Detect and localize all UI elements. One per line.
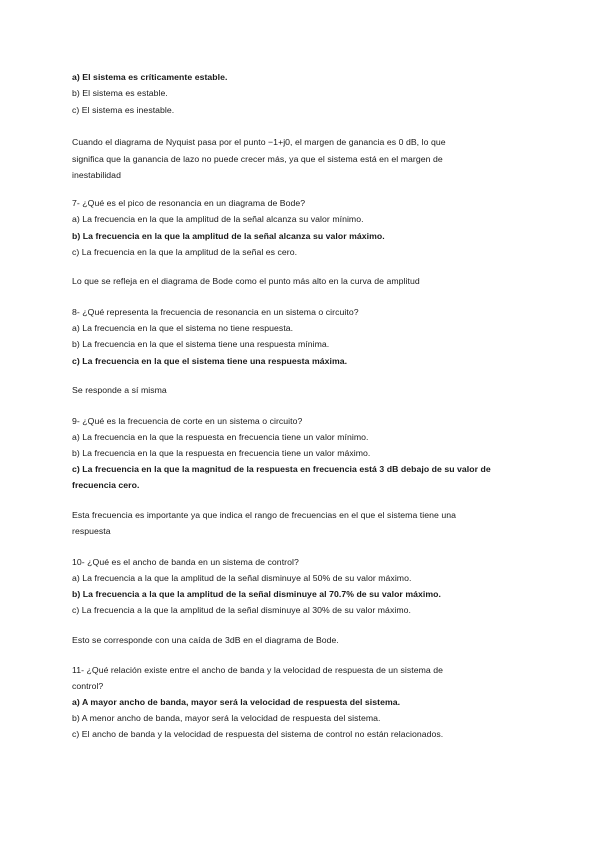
q7-explanation: Lo que se refleja en el diagrama de Bode como el punto más alto en la curva de amplitud: [72, 276, 420, 286]
q10-question: 10- ¿Qué es el ancho de banda en un sistema de control?: [72, 557, 299, 567]
q6-explanation-line: significa que la ganancia de lazo no puede crecer más, ya que el sistema está en el margen de: [72, 154, 443, 164]
q9-explanation-line: Esta frecuencia es importante ya que indica el rango de frecuencias en el que el sistema tiene una: [72, 510, 457, 520]
q11-question: 11- ¿Qué relación existe entre el ancho de banda y la velocidad de respuesta de un sistema de: [72, 665, 444, 675]
q8-question: 8- ¿Qué representa la frecuencia de resonancia en un sistema o circuito?: [72, 307, 359, 317]
q10-option-b: b) La frecuencia a la que la amplitud de la señal disminuye al 70.7% de su valor máximo.: [72, 589, 441, 599]
q7-question: 7- ¿Qué es el pico de resonancia en un diagrama de Bode?: [72, 198, 306, 208]
q10-explanation: Esto se corresponde con una caída de 3dB en el diagrama de Bode.: [72, 635, 339, 645]
q9-option-b: b) La frecuencia en la que la respuesta en frecuencia tiene un valor máximo.: [72, 448, 371, 458]
q6-explanation-line: inestabilidad: [72, 170, 121, 180]
q10-option-a: a) La frecuencia a la que la amplitud de la señal disminuye al 50% de su valor máximo.: [72, 573, 412, 583]
q6-option-c: c) El sistema es inestable.: [72, 105, 175, 115]
q6-option-a: a) El sistema es críticamente estable.: [72, 72, 228, 82]
q7-option-a: a) La frecuencia en la que la amplitud de la señal alcanza su valor mínimo.: [72, 214, 364, 224]
q11-option-a: a) A mayor ancho de banda, mayor será la velocidad de respuesta del sistema.: [72, 697, 401, 707]
q7-option-b: b) La frecuencia en la que la amplitud de la señal alcanza su valor máximo.: [72, 231, 385, 241]
q9-question: 9- ¿Qué es la frecuencia de corte en un sistema o circuito?: [72, 416, 303, 426]
q9-option-a: a) La frecuencia en la que la respuesta en frecuencia tiene un valor mínimo.: [72, 432, 369, 442]
q11-question-continued: control?: [72, 681, 104, 691]
q6-explanation-line: Cuando el diagrama de Nyquist pasa por el punto −1+j0, el margen de ganancia es 0 dB, lo que: [72, 137, 446, 147]
q6-option-b: b) El sistema es estable.: [72, 88, 168, 98]
q11-option-b: b) A menor ancho de banda, mayor será la velocidad de respuesta del sistema.: [72, 713, 381, 723]
q8-option-c: c) La frecuencia en la que el sistema tiene una respuesta máxima.: [72, 356, 348, 366]
q11-option-c: c) El ancho de banda y la velocidad de respuesta del sistema de control no están relacionados.: [72, 729, 444, 739]
q9-explanation-line: respuesta: [72, 526, 111, 536]
q10-option-c: c) La frecuencia a la que la amplitud de la señal disminuye al 30% de su valor máximo.: [72, 605, 411, 615]
q7-option-c: c) La frecuencia en la que la amplitud de la señal es cero.: [72, 247, 298, 257]
q8-option-a: a) La frecuencia en la que el sistema no tiene respuesta.: [72, 323, 294, 333]
q8-explanation: Se responde a sí misma: [72, 385, 167, 395]
q9-option-c: c) La frecuencia en la que la magnitud de la respuesta en frecuencia está 3 dB debajo de su valor de: [72, 464, 491, 474]
q9-option-c-continued: frecuencia cero.: [72, 480, 140, 490]
q8-option-b: b) La frecuencia en la que el sistema tiene una respuesta mínima.: [72, 339, 330, 349]
